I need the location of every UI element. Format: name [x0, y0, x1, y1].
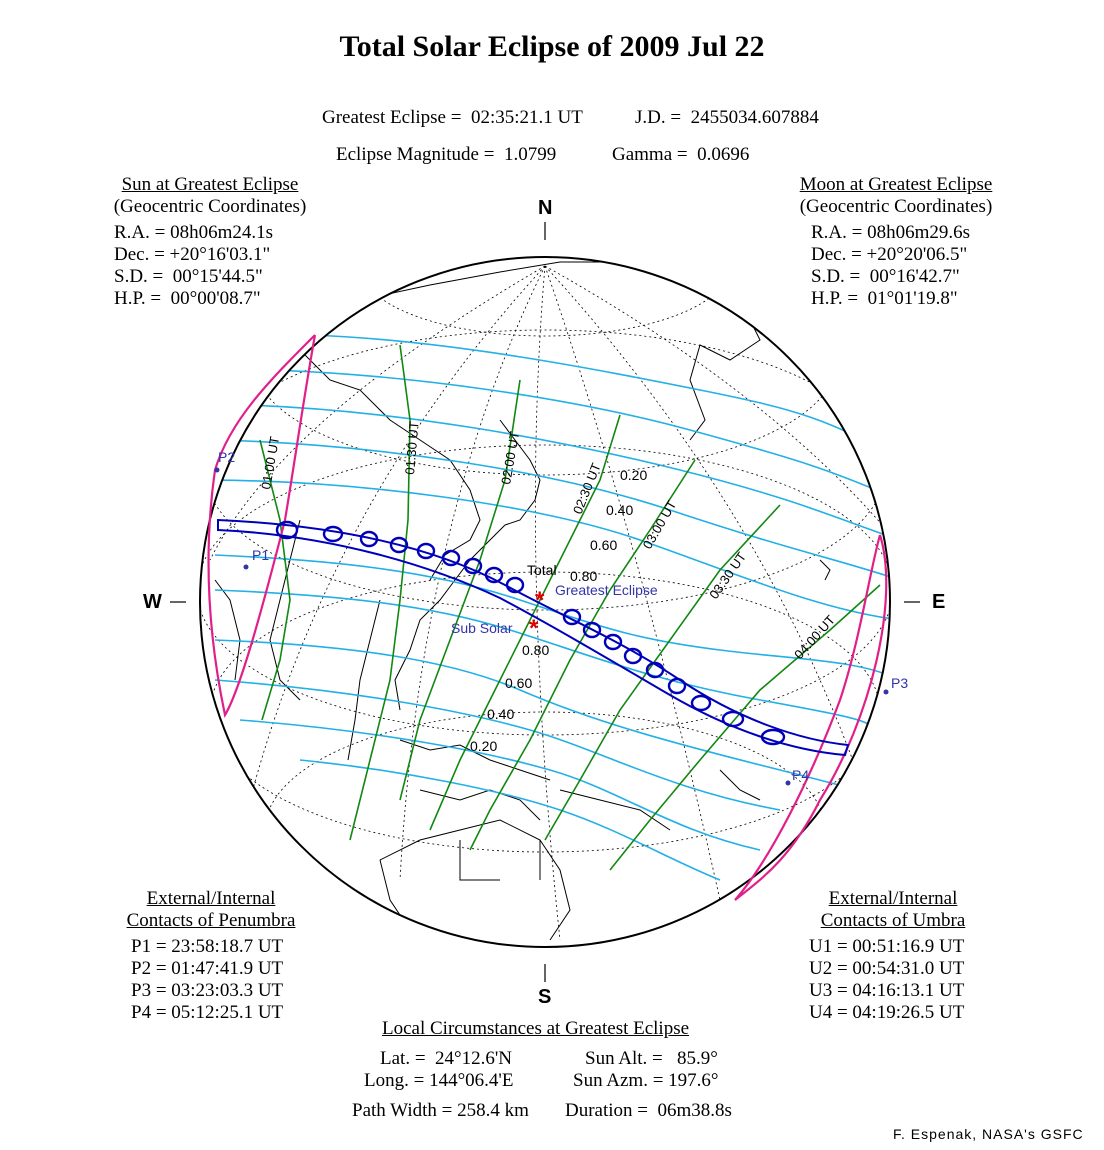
moon-ra: R.A. = 08h06m29.6s [811, 222, 971, 243]
julian-date: J.D. = 2455034.607884 [635, 107, 819, 128]
contact-p2: P2 = 01:47:41.9 UT [131, 958, 284, 979]
moon-subtitle: (Geocentric Coordinates) [799, 196, 993, 217]
north-label: N [538, 197, 553, 219]
local-long: Long. = 144°06.4'E [364, 1070, 514, 1091]
south-label: S [538, 986, 552, 1008]
local-path-width: Path Width = 258.4 km [352, 1100, 529, 1121]
east-label: E [932, 591, 946, 613]
time-label-0200: 02:00 UT [498, 430, 523, 486]
magnitude-labels [470, 467, 647, 754]
contact-u3: U3 = 04:16:13.1 UT [809, 980, 965, 1001]
total-label: Total [527, 562, 557, 578]
time-label-0130: 01:30 UT [402, 420, 422, 476]
time-label-0400: 04:00 UT [791, 612, 839, 663]
west-label: W [143, 591, 162, 613]
mag-label-n-040: 0.40 [606, 502, 634, 518]
local-duration: Duration = 06m38.8s [565, 1100, 732, 1121]
contact-p1: P1 = 23:58:18.7 UT [131, 936, 284, 957]
contact-p3: P3 = 03:23:03.3 UT [131, 980, 284, 1001]
p1-label: P1 [252, 547, 270, 563]
mag-label-n-060: 0.60 [590, 537, 618, 553]
penumbra-title-1: External/Internal [146, 888, 276, 909]
contact-u2: U2 = 00:54:31.0 UT [809, 958, 965, 979]
local-lat: Lat. = 24°12.6'N [380, 1048, 513, 1069]
svg-text:*: * [529, 615, 539, 642]
mag-label-s-040: 0.40 [487, 706, 515, 722]
time-label-0330: 03:30 UT [706, 549, 750, 602]
local-title: Local Circumstances at Greatest Eclipse [382, 1018, 690, 1039]
p2-label: P2 [218, 449, 236, 465]
moon-sd: S.D. = 00°16'42.7" [811, 266, 960, 287]
mag-label-s-080: 0.80 [522, 642, 550, 658]
local-sun-alt: Sun Alt. = 85.9° [585, 1048, 718, 1069]
sun-hp: H.P. = 00°00'08.7" [114, 288, 261, 309]
mag-label-n-080: 0.80 [570, 568, 598, 584]
p4-label: P4 [792, 767, 810, 783]
greatest-eclipse-time: Greatest Eclipse = 02:35:21.1 UT [322, 107, 583, 128]
greatest-eclipse-label: Greatest Eclipse [555, 582, 658, 598]
credit: F. Espenak, NASA's GSFC [893, 1126, 1084, 1142]
p3-label: P3 [891, 675, 909, 691]
mag-label-s-060: 0.60 [505, 675, 533, 691]
umbra-title-2: Contacts of Umbra [820, 910, 966, 931]
sun-dec: Dec. = +20°16'03.1" [114, 244, 271, 265]
sub-solar-marker [529, 615, 539, 642]
coastlines [215, 262, 830, 945]
time-label-0100: 01:00 UT [258, 435, 283, 491]
contact-p4: P4 = 05:12:25.1 UT [131, 1002, 284, 1023]
sun-sd: S.D. = 00°15'44.5" [114, 266, 263, 287]
gamma-value: Gamma = 0.0696 [612, 144, 750, 165]
contact-u1: U1 = 00:51:16.9 UT [809, 936, 965, 957]
svg-text:*: * [535, 587, 545, 614]
mag-label-s-020: 0.20 [470, 738, 498, 754]
contact-u4: U4 = 04:19:26.5 UT [809, 1002, 965, 1023]
sun-ra: R.A. = 08h06m24.1s [114, 222, 274, 243]
moon-title: Moon at Greatest Eclipse [799, 174, 993, 195]
time-labels [258, 421, 838, 662]
moon-dec: Dec. = +20°20'06.5" [811, 244, 968, 265]
greatest-eclipse-marker [535, 587, 545, 614]
eclipse-magnitude: Eclipse Magnitude = 1.0799 [336, 144, 557, 165]
sun-title: Sun at Greatest Eclipse [121, 174, 299, 195]
umbra-title-1: External/Internal [828, 888, 958, 909]
time-label-0300: 03:00 UT [639, 497, 680, 552]
penumbra-title-2: Contacts of Penumbra [126, 910, 296, 931]
moon-hp: H.P. = 01°01'19.8" [811, 288, 958, 309]
local-sun-azm: Sun Azm. = 197.6° [573, 1070, 719, 1091]
time-label-0230: 02:30 UT [569, 460, 604, 517]
time-lines [260, 345, 880, 870]
page-title: Total Solar Eclipse of 2009 Jul 22 [339, 30, 765, 63]
sun-subtitle: (Geocentric Coordinates) [113, 196, 307, 217]
limit-curves [208, 335, 886, 900]
mag-label-n-020: 0.20 [620, 467, 648, 483]
sub-solar-label: Sub Solar [451, 620, 513, 636]
